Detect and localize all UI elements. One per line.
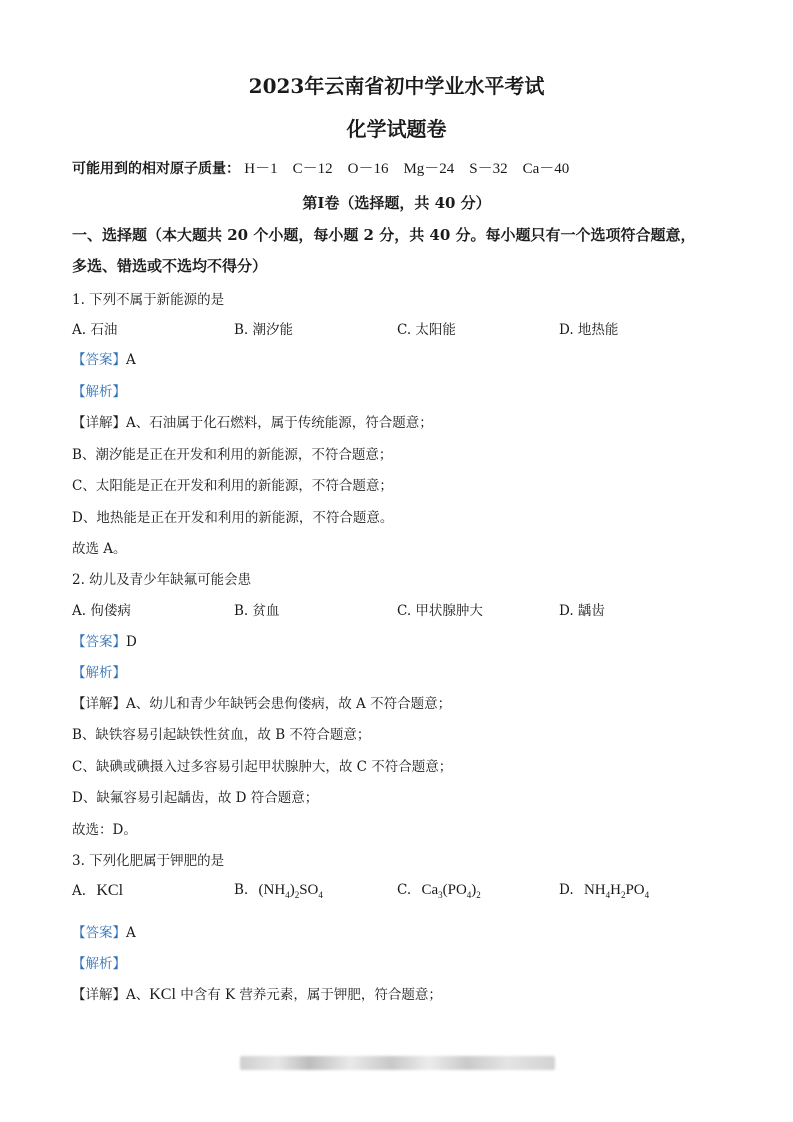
atomic-mass-values: H－1 C－12 O－16 Mg－24 S－32 Ca－40 <box>244 161 570 177</box>
answer-tag: 【答案】 <box>72 634 126 650</box>
q1-option-b: B. 潮汐能 <box>234 322 294 338</box>
detail-prefix: A、 <box>126 987 150 1003</box>
section-title: 第Ⅰ卷（选择题，共 40 分） <box>302 194 491 212</box>
q3-option-a <box>72 882 123 900</box>
detail-suffix: 中含有 K 营养元素，属于钾肥，符合题意； <box>175 987 442 1003</box>
answer-tag: 【答案】 <box>72 925 126 941</box>
q3-stem: 3. 下列化肥属于钾肥的是 <box>72 853 225 869</box>
q1-detail-d: D、地热能是正在开发和利用的新能源，不符合题意。 <box>72 510 394 526</box>
q1-conclusion: 故选 A。 <box>72 541 127 557</box>
q3-detail-a <box>72 983 442 1004</box>
option-letter: D. <box>559 882 574 898</box>
answer-value: A <box>126 352 136 368</box>
formula-kcl: KCl <box>96 882 124 899</box>
answer-value: D <box>126 634 137 650</box>
q3-analysis-tag: 【解析】 <box>72 956 126 972</box>
detail-tag: 【详解】 <box>72 987 126 1003</box>
q1-detail-a <box>72 411 433 431</box>
q1-stem: 1. 下列不属于新能源的是 <box>72 292 225 308</box>
detail-text: A、幼儿和青少年缺钙会患佝偻病，故 A 不符合题意； <box>126 696 452 712</box>
q2-option-b: B. 贫血 <box>234 603 280 619</box>
answer-tag: 【答案】 <box>72 352 126 368</box>
formula-ca3-po4-2: $Ca_3(PO_4)_2$ <box>421 882 481 900</box>
detail-formula: KCl <box>149 986 176 1003</box>
q2-stem: 2. 幼儿及青少年缺氟可能会患 <box>72 572 252 588</box>
atomic-mass-row <box>72 157 569 178</box>
atomic-mass-label: 可能用到的相对原子质量： <box>72 161 240 177</box>
q2-option-d: D. 龋齿 <box>559 603 605 619</box>
option-letter: B. <box>234 882 249 898</box>
q1-detail-c: C、太阳能是正在开发和利用的新能源，不符合题意； <box>72 478 393 494</box>
q2-detail-b: B、缺铁容易引起缺铁性贫血，故 B 不符合题意； <box>72 727 371 743</box>
q2-conclusion: 故选：D。 <box>72 822 137 838</box>
q1-answer <box>72 348 136 368</box>
detail-text: A、石油属于化石燃料，属于传统能源，符合题意； <box>126 415 433 431</box>
q1-option-c: C. 太阳能 <box>397 322 456 338</box>
q3-option-d <box>559 882 649 900</box>
q3-answer <box>72 921 136 941</box>
q1-analysis-tag: 【解析】 <box>72 384 126 400</box>
exam-subtitle: 化学试题卷 <box>346 117 447 141</box>
exam-title: 2023年云南省初中学业水平考试 <box>248 74 545 98</box>
q2-detail-d: D、缺氟容易引起龋齿，故 D 符合题意； <box>72 790 319 806</box>
detail-tag: 【详解】 <box>72 415 126 431</box>
q3-option-c <box>397 882 481 900</box>
q2-option-a: A. 佝偻病 <box>72 603 131 619</box>
formula-nh4h2po4: $NH_4H_2PO_4$ <box>583 882 650 900</box>
instructions-line-2: 多选、错选或不选均不得分） <box>72 257 268 275</box>
q2-option-c: C. 甲状腺肿大 <box>397 603 483 619</box>
q1-option-d: D. 地热能 <box>559 322 619 338</box>
option-letter: A. <box>72 883 87 899</box>
answer-value: A <box>126 925 136 941</box>
q2-detail-a <box>72 692 451 712</box>
option-letter: C. <box>397 882 412 898</box>
q1-option-a: A. 石油 <box>72 322 118 338</box>
q2-analysis-tag: 【解析】 <box>72 665 126 681</box>
instructions-line-1: 一、选择题（本大题共 20 个小题，每小题 2 分，共 40 分。每小题只有一个选项符合题意， <box>72 226 696 244</box>
q2-answer <box>72 630 137 650</box>
detail-tag: 【详解】 <box>72 696 126 712</box>
q1-detail-b: B、潮汐能是正在开发和利用的新能源，不符合题意； <box>72 447 393 463</box>
blurred-watermark <box>240 1056 555 1070</box>
q2-detail-c: C、缺碘或碘摄入过多容易引起甲状腺肿大，故 C 不符合题意； <box>72 759 453 775</box>
formula-nh4-2-so4: $(NH_4)_2SO_4$ <box>258 882 323 900</box>
q3-option-b <box>234 882 323 900</box>
